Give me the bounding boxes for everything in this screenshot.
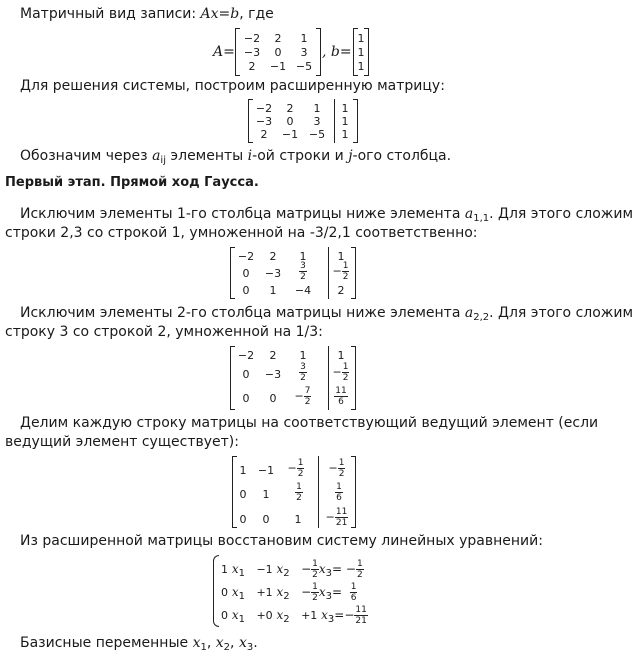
step2-line2: строку 3 со строкой 2, умноженной на 1/3: (5, 324, 323, 340)
step2-frac-neg (330, 362, 352, 383)
step3-line2: ведущий элемент существует): (5, 434, 239, 450)
frac-num: 1 (312, 582, 318, 592)
matrix-a-cell: 3 (300, 46, 308, 59)
step1-idx: 1,1 (473, 213, 490, 224)
step1-cell: 1 (269, 284, 277, 297)
frac-num: 11 (355, 605, 367, 615)
intro-prefix: Матричный вид записи: (20, 6, 201, 22)
var: x (231, 585, 239, 599)
frac-den: 21 (355, 616, 367, 626)
ext-cell: −5 (308, 128, 326, 141)
equation-row (221, 605, 368, 626)
step3-cell: 0 (262, 513, 270, 526)
comma: , (230, 635, 239, 651)
matrix-a-cell: 0 (274, 46, 282, 59)
frac-den: 2 (297, 469, 304, 479)
system-text: Из расширенной матрицы восстановим систему линейных уравнений: (20, 533, 543, 549)
var-sub: 3 (325, 568, 333, 579)
step1-cell: 0 (242, 284, 250, 297)
var: x (215, 635, 224, 651)
var: x (276, 562, 284, 576)
step2-suffix: . Для этого сложим (489, 305, 633, 321)
var-sub: 3 (246, 642, 254, 653)
notation-mid3: -ого столбца. (352, 148, 452, 164)
step1-cell: 1 (337, 250, 345, 263)
step3-cell: 1 (239, 464, 247, 477)
frac-num: 1 (350, 582, 357, 592)
step1-prefix: Исключим элементы 1-го столбца матрицы ниже элемента (20, 206, 465, 222)
notation-prefix: Обозначим через (20, 148, 153, 164)
step1-cell: 2 (337, 284, 345, 297)
frac-den: 6 (338, 397, 344, 407)
step3-cell: 1 (262, 488, 270, 501)
matrix-a-cell: −3 (243, 46, 261, 59)
step3-line1: Делим каждую строку матрицы на соответствующий ведущий элемент (если (20, 415, 599, 431)
step2-matrix (230, 346, 356, 410)
equals: = − (332, 562, 356, 576)
vector-b (353, 28, 369, 76)
var-sub: 2 (283, 568, 290, 579)
step2-prefix: Исключим элементы 2-го столбца матрицы ниже элемента (20, 305, 465, 321)
comma: , (206, 635, 216, 651)
frac-num: 1 (296, 482, 302, 492)
minus-sign: − (325, 510, 335, 524)
matrix-a-cell: −2 (243, 32, 261, 45)
var: x (318, 562, 326, 576)
ext-cell: 2 (286, 102, 294, 115)
frac-den: 6 (336, 493, 342, 503)
var: x (318, 585, 326, 599)
step2-cell: 0 (269, 392, 277, 405)
equals: =− (334, 608, 355, 622)
ext-cell: 3 (313, 115, 321, 128)
var-sub: 1 (238, 614, 245, 625)
frac-num: 1 (338, 458, 345, 468)
ext-cell: −2 (255, 102, 273, 115)
frac-num: 3 (300, 362, 306, 372)
frac-den: 2 (342, 373, 349, 383)
frac-den: 2 (312, 593, 318, 603)
minus-sign: − (332, 264, 342, 278)
step2-frac (294, 362, 312, 383)
step3-cell: 1 (294, 513, 302, 526)
step3-frac2 (330, 482, 348, 503)
var-sub: 1 (200, 642, 207, 653)
step3-frac (290, 482, 308, 503)
step1-a: a (464, 206, 474, 222)
step2-frac-neg2 (288, 386, 318, 407)
ext-cell: 1 (313, 102, 321, 115)
a-label: A= (213, 44, 235, 60)
notation-ij: ij (160, 155, 166, 166)
matrix-a-cell: 1 (300, 32, 308, 45)
frac-num: 1 (342, 261, 349, 271)
frac-num: 1 (336, 482, 342, 492)
step2-a: a (464, 305, 474, 321)
notation-i: i (247, 148, 253, 164)
var: x (231, 562, 239, 576)
var-sub: 2 (283, 591, 290, 602)
step1-line2: строки 2,3 со строкой 1, умноженной на -3/2,1 соответственно: (5, 225, 478, 241)
var: x (231, 608, 239, 622)
step1-matrix (230, 247, 356, 299)
step3-frac-neg3 (322, 507, 352, 528)
var-sub: 2 (283, 614, 290, 625)
step3-matrix (232, 456, 356, 528)
step3-frac-neg2 (324, 458, 350, 479)
var-sub: 3 (327, 614, 335, 625)
frac-num: 1 (297, 458, 304, 468)
basis-prefix: Базисные переменные (20, 635, 193, 651)
step1-cell: 0 (242, 267, 250, 280)
notation-a: a (152, 148, 161, 164)
step1-frac-neg (330, 261, 352, 282)
var: x (238, 635, 247, 651)
frac-num: 1 (342, 362, 349, 372)
var: x (276, 585, 284, 599)
b-label: , b= (322, 44, 352, 60)
var: x (276, 608, 284, 622)
stage-heading: Первый этап. Прямой ход Гаусса. (5, 175, 259, 190)
frac-den: 2 (296, 493, 302, 503)
coef: 1 (221, 563, 228, 576)
matrix-a-cell: 2 (248, 60, 256, 73)
step3-cell: 0 (239, 488, 247, 501)
var-sub: 3 (325, 591, 333, 602)
notation-j: j (348, 148, 353, 164)
frac-den: 2 (300, 272, 306, 282)
matrix-a-cell: −1 (269, 60, 287, 73)
step2-cell: 0 (242, 368, 250, 381)
step1-frac (294, 261, 312, 282)
ext-cell: 2 (260, 128, 268, 141)
var: x (321, 608, 328, 622)
coef: +0 (256, 609, 273, 622)
intro-equation: Ax=b (200, 6, 240, 22)
step3-cell: −1 (257, 464, 275, 477)
frac-num: 1 (312, 559, 318, 569)
step1-cell: 1 (299, 250, 307, 263)
var-sub: 2 (223, 642, 231, 653)
frac-num: 3 (300, 261, 306, 271)
vector-b-cell: 1 (357, 60, 365, 73)
ext-cell: −3 (255, 115, 273, 128)
notation-line (20, 147, 451, 170)
step2-cell: −2 (237, 349, 255, 362)
coef: 0 (221, 609, 228, 622)
ext-cell: 0 (286, 115, 294, 128)
minus-sign: − (294, 389, 304, 403)
coef: −1 (256, 563, 273, 576)
ext-cell: 1 (341, 102, 349, 115)
coef: − (301, 585, 312, 599)
minus-sign: − (287, 461, 297, 475)
equation-row (221, 582, 357, 603)
frac-num: 11 (335, 507, 348, 517)
frac-num: 7 (304, 386, 311, 396)
extended-text: Для решения системы, построим расширенную матрицу: (20, 78, 445, 94)
coef: +1 (256, 586, 273, 599)
frac-den: 2 (356, 570, 363, 580)
step1-cell: −2 (237, 250, 255, 263)
ext-cell: 1 (341, 128, 349, 141)
vector-b-cell: 1 (357, 32, 365, 45)
frac-den: 2 (304, 397, 311, 407)
step1-cell: −3 (264, 267, 282, 280)
frac-den: 2 (342, 272, 349, 282)
step3-cell: 0 (239, 513, 247, 526)
frac-den: 2 (338, 469, 345, 479)
frac-den: 2 (312, 570, 318, 580)
step2-cell: −3 (264, 368, 282, 381)
matrix-a (235, 28, 321, 76)
coef: − (301, 562, 312, 576)
frac-den: 21 (335, 518, 348, 528)
equation-system (213, 555, 383, 627)
frac-num: 11 (335, 386, 347, 396)
equation-row (221, 559, 364, 580)
frac-den: 6 (350, 593, 357, 603)
minus-sign: − (328, 461, 338, 475)
ext-cell: −1 (281, 128, 299, 141)
step2-idx: 2,2 (473, 312, 490, 323)
step2-cell: 0 (242, 392, 250, 405)
period: . (253, 635, 258, 651)
frac-den: 2 (300, 373, 306, 383)
system-brace (213, 555, 219, 627)
coef: 0 (221, 586, 228, 599)
notation-mid2: -ой строки и (252, 148, 349, 164)
step2-cell: 2 (269, 349, 277, 362)
step1-suffix: . Для этого сложим (489, 206, 633, 222)
notation-mid1: элементы (165, 148, 248, 164)
minus-sign: − (332, 365, 342, 379)
matrix-a-cell: 2 (274, 32, 282, 45)
var: x (192, 635, 201, 651)
step2-cell: 1 (337, 349, 345, 362)
vector-b-cell: 1 (357, 46, 365, 59)
step1-cell: 2 (269, 250, 277, 263)
equals: = (332, 585, 343, 599)
matrix-a-cell: −5 (295, 60, 313, 73)
var-sub: 1 (238, 591, 245, 602)
intro-suffix: , где (239, 6, 274, 22)
step1-cell: −4 (294, 284, 312, 297)
step3-frac-neg (282, 458, 310, 479)
extended-matrix (248, 99, 358, 143)
intro-line (20, 5, 274, 23)
step2-frac3 (332, 386, 350, 407)
step2-cell: 1 (299, 349, 307, 362)
ext-cell: 1 (341, 115, 349, 128)
coef: +1 (301, 609, 318, 622)
frac-num: 1 (356, 559, 363, 569)
basis-line (20, 634, 258, 657)
var-sub: 1 (238, 568, 245, 579)
